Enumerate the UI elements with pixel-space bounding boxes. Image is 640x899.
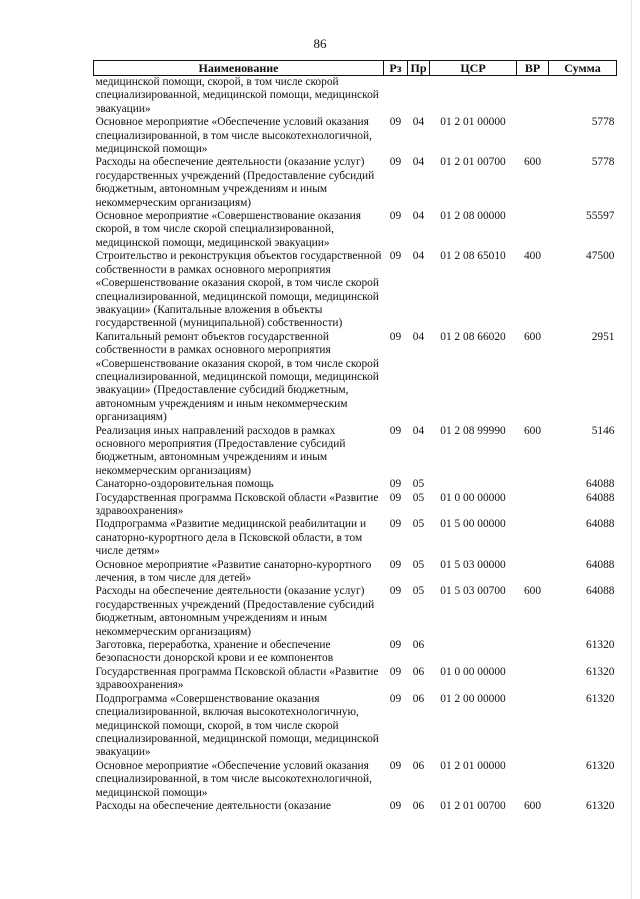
row-rz: 09 <box>389 692 402 705</box>
row-vr <box>517 559 549 586</box>
table-row <box>94 639 617 666</box>
row-rz: 09 <box>389 518 402 531</box>
row-sum: 2951 <box>591 330 615 343</box>
row-sum: 61320 <box>586 692 615 705</box>
row-sum: 64088 <box>586 585 615 598</box>
row-csr: 01 2 08 00000 <box>440 210 506 223</box>
row-sum: 5778 <box>591 116 615 129</box>
row-vr <box>517 639 549 666</box>
row-name: Подпрограмма «Совершенствование оказания специализированной, включая высокотехнологичную, медицинской помощи, скорой, в том числе скорой специализированной, медицинской помощи, медицинской эвакуации» <box>95 692 379 759</box>
row-pr <box>408 76 430 117</box>
row-csr: 01 2 08 99990 <box>440 424 506 437</box>
row-pr: 04 <box>412 210 425 223</box>
table-row <box>94 492 617 519</box>
row-vr: 400 <box>523 250 542 263</box>
row-pr: 05 <box>412 558 425 571</box>
row-name: медицинской помощи, скорой, в том числе скорой специализированной, медицинской помощи, медицинской эвакуации» <box>95 76 379 115</box>
row-name: Расходы на обеспечение деятельности (оказание услуг) государственных учреждений (Предоставление субсидий бюджетным, автономным учреждениям и иным некоммерческим организациям) <box>95 585 375 638</box>
table-row <box>94 760 617 800</box>
table-row <box>94 76 617 117</box>
row-csr: 01 2 01 00000 <box>440 759 506 772</box>
row-pr: 04 <box>412 330 425 343</box>
row-name: Основное мероприятие «Развитие санаторно-курортного лечения, в том числе для детей» <box>95 558 372 585</box>
table-row <box>94 693 617 760</box>
row-pr: 05 <box>412 491 425 504</box>
table-row <box>94 559 617 586</box>
row-pr: 04 <box>412 116 425 129</box>
row-name: Капитальный ремонт объектов государственной собственности в рамках основного мероприятия «Совершенствование оказания скорой, в том числе скорой специализированной, медицинской помощи, медицинской эвакуации» (Предоставление субсидий бюджетным, автономным учреждениям и иным некоммерческим организациям) <box>95 330 379 424</box>
row-sum: 61320 <box>586 639 615 652</box>
header-rz: Рз <box>384 61 408 76</box>
table-row <box>94 331 617 425</box>
row-sum: 61320 <box>586 759 615 772</box>
row-csr: 01 2 00 00000 <box>440 692 506 705</box>
row-vr <box>517 210 549 250</box>
header-name: Наименование <box>94 61 384 76</box>
row-csr: 01 2 01 00700 <box>440 156 506 169</box>
row-csr <box>430 478 517 491</box>
row-vr <box>517 492 549 519</box>
row-vr: 600 <box>523 156 542 169</box>
header-vr: ВР <box>517 61 549 76</box>
row-csr: 01 2 08 65010 <box>440 250 506 263</box>
header-sum: Сумма <box>549 61 617 76</box>
table-row <box>94 425 617 479</box>
row-pr: 05 <box>412 478 425 491</box>
row-rz: 09 <box>389 156 402 169</box>
row-name: Расходы на обеспечение деятельности (оказание услуг) государственных учреждений (Предоставление субсидий бюджетным, автономным учреждениям и иным некоммерческим организациям) <box>95 156 375 209</box>
row-name: Реализация иных направлений расходов в рамках основного мероприятия (Предоставление субсидий бюджетным, автономным учреждениям и иным некоммерческим организациям) <box>95 424 346 477</box>
row-vr <box>517 693 549 760</box>
row-sum: 61320 <box>586 799 615 812</box>
table-header <box>94 61 617 76</box>
row-name: Строительство и реконструкция объектов государственной собственности в рамках основного мероприятия «Совершенствование оказания скорой, в том числе скорой специализированной, медицинской помощи, медицинской эвакуации» (Капитальные вложения в объекты государственной (муниципальной) собственности) <box>95 250 382 330</box>
row-sum <box>549 76 617 117</box>
table-row <box>94 210 617 250</box>
row-vr <box>517 116 549 156</box>
table-row <box>94 156 617 210</box>
row-rz: 09 <box>389 558 402 571</box>
row-name: Государственная программа Псковской области «Развитие здравоохранения» <box>95 665 379 692</box>
row-sum: 5146 <box>591 424 615 437</box>
row-name: Основное мероприятие «Обеспечение условий оказания специализированной, в том числе высокотехнологичной, медицинской помощи» <box>95 759 372 799</box>
row-name: Расходы на обеспечение деятельности (оказание <box>95 799 331 812</box>
row-pr: 04 <box>412 424 425 437</box>
header-csr: ЦСР <box>430 61 517 76</box>
row-vr: 600 <box>523 799 542 812</box>
row-rz: 09 <box>389 250 402 263</box>
row-sum: 5778 <box>591 156 615 169</box>
row-sum: 64088 <box>586 478 615 491</box>
row-pr: 06 <box>412 799 425 812</box>
row-vr: 600 <box>523 424 542 437</box>
row-vr <box>517 666 549 693</box>
table-row <box>94 478 617 491</box>
row-pr: 06 <box>412 665 425 678</box>
row-csr: 01 2 08 66020 <box>440 330 506 343</box>
table-row <box>94 800 617 813</box>
header-row <box>94 61 617 76</box>
row-pr: 06 <box>412 692 425 705</box>
row-vr: 600 <box>523 585 542 598</box>
row-rz: 09 <box>389 639 402 652</box>
row-csr: 01 5 00 00000 <box>440 518 506 531</box>
row-sum: 64088 <box>586 491 615 504</box>
row-name: Подпрограмма «Развитие медицинской реабилитации и санаторно-курортного дела в Псковской области, в том числе детям» <box>95 518 367 558</box>
table-row <box>94 250 617 330</box>
row-rz: 09 <box>389 424 402 437</box>
row-pr: 04 <box>412 250 425 263</box>
row-rz: 09 <box>389 759 402 772</box>
row-rz: 09 <box>389 665 402 678</box>
row-rz: 09 <box>389 116 402 129</box>
row-pr: 06 <box>412 639 425 652</box>
row-pr: 05 <box>412 518 425 531</box>
row-csr: 01 0 00 00000 <box>440 491 506 504</box>
table-row <box>94 666 617 693</box>
row-vr <box>517 478 549 491</box>
row-name: Основное мероприятие «Совершенствование оказания скорой, в том числе скорой специализированной, медицинской помощи, медицинской эвакуации» <box>95 210 362 249</box>
row-rz: 09 <box>389 210 402 223</box>
header-pr: Пр <box>408 61 430 76</box>
scan-edge-line <box>631 0 632 899</box>
budget-table <box>93 60 617 813</box>
row-vr <box>517 76 549 117</box>
row-csr: 01 5 03 00000 <box>440 558 506 571</box>
row-name: Государственная программа Псковской области «Развитие здравоохранения» <box>95 491 379 517</box>
row-rz: 09 <box>389 478 402 491</box>
row-rz: 09 <box>389 585 402 598</box>
row-name: Санаторно-оздоровительная помощь <box>95 478 274 491</box>
page-number: 86 <box>313 36 327 51</box>
row-pr: 05 <box>412 585 425 598</box>
row-rz <box>384 76 408 117</box>
row-csr: 01 2 01 00000 <box>440 116 506 129</box>
row-vr: 600 <box>523 330 542 343</box>
table-row <box>94 518 617 558</box>
row-sum: 61320 <box>586 665 615 678</box>
row-rz: 09 <box>389 330 402 343</box>
row-vr <box>517 518 549 558</box>
row-name: Заготовка, переработка, хранение и обеспечение безопасности донорской крови и ее компонентов <box>95 639 334 665</box>
row-vr <box>517 760 549 800</box>
row-pr: 04 <box>412 156 425 169</box>
row-csr <box>430 639 517 666</box>
row-csr: 01 0 00 00000 <box>440 665 506 678</box>
row-rz: 09 <box>389 491 402 504</box>
row-sum: 64088 <box>586 518 615 531</box>
row-sum: 55597 <box>586 210 615 223</box>
row-name: Основное мероприятие «Обеспечение условий оказания специализированной, в том числе высокотехнологичной, медицинской помощи» <box>95 116 372 156</box>
row-pr: 06 <box>412 759 425 772</box>
row-csr: 01 5 03 00700 <box>440 585 506 598</box>
table-row <box>94 585 617 639</box>
row-sum: 64088 <box>586 558 615 571</box>
table-row <box>94 116 617 156</box>
row-rz: 09 <box>389 799 402 812</box>
table-body <box>94 76 617 814</box>
row-sum: 47500 <box>586 250 615 263</box>
row-csr <box>430 76 517 117</box>
row-csr: 01 2 01 00700 <box>440 799 506 812</box>
